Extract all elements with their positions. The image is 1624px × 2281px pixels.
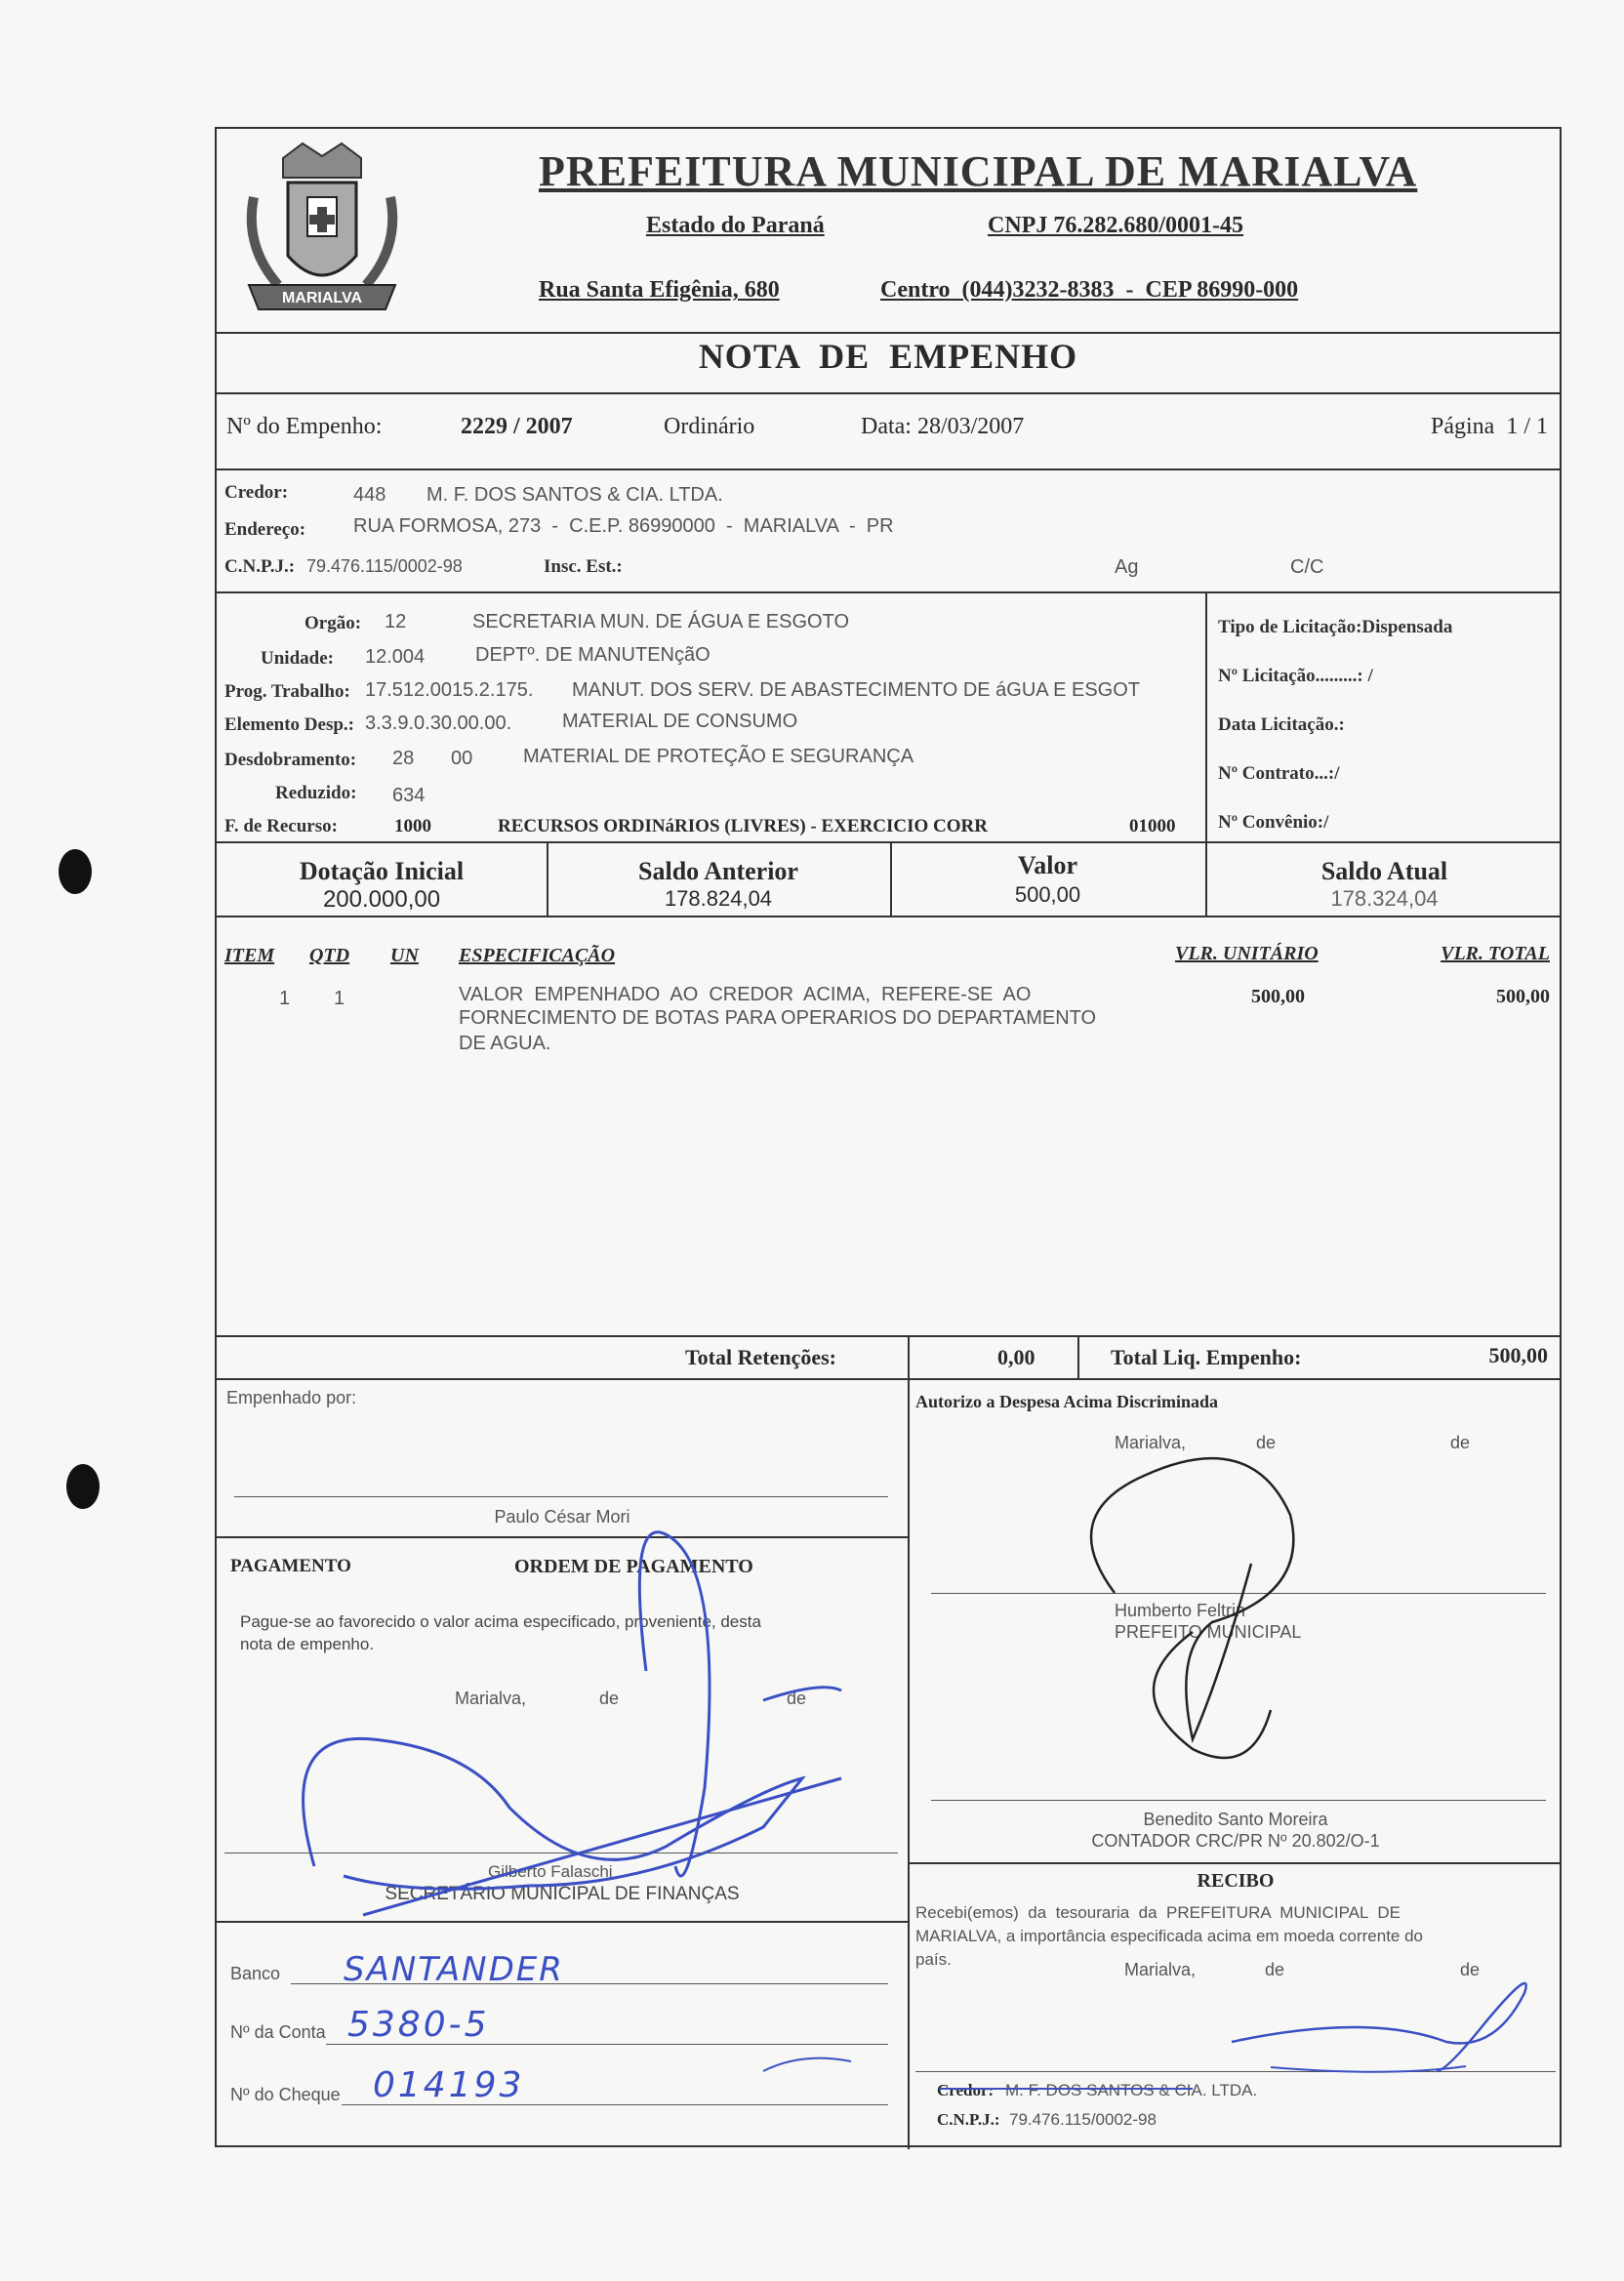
elemento-label: Elemento Desp.: <box>224 714 354 735</box>
punch-hole-bottom <box>66 1464 100 1509</box>
col-item: ITEM <box>224 945 275 966</box>
auth-marialva: Marialva, <box>1115 1433 1187 1452</box>
tipo-licitacao: Tipo de Licitação:Dispensada <box>1218 617 1453 637</box>
item-total-value: 500,00 <box>1496 986 1550 1007</box>
total-retencoes-value: 0,00 <box>997 1345 1035 1369</box>
item-desc-line1: VALOR EMPENHADO AO CREDOR ACIMA, REFERE-SE AO <box>459 984 1032 1005</box>
recurso-code: 01000 <box>1129 816 1176 836</box>
desdobramento-desc: MATERIAL DE PROTEÇÃO E SEGURANÇA <box>523 746 914 767</box>
empenhado-name: Paulo César Mori <box>494 1507 630 1527</box>
recibo-credor-label: Credor: <box>937 2081 995 2099</box>
pague-text-line1: Pague-se ao favorecido o valor acima especificado, proveniente, desta <box>240 1612 761 1631</box>
recurso-label: F. de Recurso: <box>224 816 338 836</box>
dotacao-label: Dotação Inicial <box>299 857 465 885</box>
header-address: Rua Santa Efigênia, 680 <box>539 277 780 303</box>
seal-text: MARIALVA <box>281 290 363 306</box>
credor-code: 448 <box>353 484 386 506</box>
orgao-desc: SECRETARIA MUN. DE ÁGUA E ESGOTO <box>472 611 850 632</box>
ordem-pagamento-label: ORDEM DE PAGAMENTO <box>514 1556 753 1577</box>
numero-convenio: Nº Convênio:/ <box>1218 812 1329 833</box>
empenho-number: 2229 / 2007 <box>461 414 573 439</box>
unidade-value: 12.004 <box>365 646 426 668</box>
recurso-value: 1000 <box>394 816 431 836</box>
col-valor-total: VLR. TOTAL <box>1441 943 1550 964</box>
recibo-line3: país. <box>915 1950 952 1969</box>
contador-name: Benedito Santo Moreira <box>1143 1810 1328 1829</box>
item-number: 1 <box>279 988 291 1009</box>
prefeito-name: Humberto Feltrin <box>1115 1601 1246 1620</box>
orgao-label: Orgão: <box>304 613 362 633</box>
anterior-label: Saldo Anterior <box>638 857 798 885</box>
atual-value: 178.324,04 <box>1330 886 1439 911</box>
recibo-line2: MARIALVA, a importância especificada acima em moeda corrente do <box>915 1927 1424 1945</box>
cnpj-label: C.N.P.J.: <box>224 556 296 577</box>
empenho-type: Ordinário <box>664 414 755 439</box>
col-valor-unitario: VLR. UNITÁRIO <box>1175 943 1319 964</box>
total-retencoes-label: Total Retenções: <box>685 1345 836 1369</box>
recibo-cnpj-label: C.N.P.J.: <box>937 2110 1000 2129</box>
recibo-marialva: Marialva, <box>1124 1960 1197 1979</box>
item-desc-line3: DE AGUA. <box>459 1033 551 1054</box>
prog-value: 17.512.0015.2.175. <box>365 679 534 701</box>
item-unit-value: 500,00 <box>1251 986 1305 1007</box>
recurso-desc: RECURSOS ORDINáRIOS (LIVRES) - EXERCICIO CORR <box>498 816 988 836</box>
credor-label: Credor: <box>224 482 289 503</box>
municipal-seal <box>234 139 410 334</box>
banco-label: Banco <box>230 1964 281 1983</box>
auth-de2: de <box>1450 1433 1471 1452</box>
credor-address: RUA FORMOSA, 273 - C.E.P. 86990000 - MARIALVA - PR <box>353 515 894 537</box>
cheque-label: Nº do Cheque <box>230 2085 341 2104</box>
document-title: NOTA DE EMPENHO <box>698 337 1078 376</box>
credor-name: M. F. DOS SANTOS & CIA. LTDA. <box>426 484 723 506</box>
empenho-page: Página 1 / 1 <box>1431 414 1548 439</box>
numero-contrato: Nº Contrato...:/ <box>1218 763 1340 784</box>
desdobramento-value2: 00 <box>451 748 473 769</box>
empenho-date: Data: 28/03/2007 <box>861 414 1025 439</box>
insc-label: Insc. Est.: <box>544 556 623 577</box>
recibo-de2: de <box>1460 1960 1481 1979</box>
cc-label: C/C <box>1290 556 1324 578</box>
op-de2: de <box>787 1689 807 1708</box>
autorizo-label: Autorizo a Despesa Acima Discriminada <box>915 1392 1218 1411</box>
header-title: PREFEITURA MUNICIPAL DE MARIALVA <box>539 147 1418 195</box>
prog-desc: MANUT. DOS SERV. DE ABASTECIMENTO DE áGUA E ESGOT <box>572 679 1141 701</box>
recibo-credor-name: M. F. DOS SANTOS & CIA. LTDA. <box>1005 2081 1258 2099</box>
header-state: Estado do Paraná <box>646 213 825 238</box>
atual-label: Saldo Atual <box>1320 857 1448 885</box>
banco-handwritten: SANTANDER <box>344 1950 564 1989</box>
desdobramento-label: Desdobramento: <box>224 750 357 770</box>
elemento-value: 3.3.9.0.30.00.00. <box>365 713 512 734</box>
secretario-role: SECRETÁRIO MUNICIPAL DE FINANÇAS <box>385 1884 740 1904</box>
numero-licitacao: Nº Licitação.........: / <box>1218 666 1373 686</box>
credor-cnpj: 79.476.115/0002-98 <box>306 556 463 576</box>
col-un: UN <box>390 945 419 966</box>
nota-de-empenho-form <box>215 127 1562 2147</box>
pagamento-label: PAGAMENTO <box>230 1556 351 1576</box>
conta-handwritten: 5380-5 <box>347 2005 490 2045</box>
recibo-title: RECIBO <box>1197 1870 1275 1892</box>
prog-label: Prog. Trabalho: <box>224 681 350 702</box>
col-qtd: QTD <box>309 945 350 966</box>
prefeito-role: PREFEITO MUNICIPAL <box>1115 1622 1302 1642</box>
valor-value: 500,00 <box>1014 882 1081 907</box>
header-contact: Centro (044)3232-8383 - CEP 86990-000 <box>880 277 1299 303</box>
orgao-value: 12 <box>385 611 407 632</box>
op-marialva: Marialva, <box>455 1689 527 1708</box>
secretario-name: Gilberto Falaschi <box>488 1862 613 1881</box>
reduzido-value: 634 <box>392 785 426 806</box>
total-liquido-label: Total Liq. Empenho: <box>1111 1345 1302 1369</box>
contador-role: CONTADOR CRC/PR Nº 20.802/O-1 <box>1091 1831 1380 1851</box>
unidade-label: Unidade: <box>261 648 334 669</box>
cheque-handwritten: 014193 <box>373 2065 525 2105</box>
total-liquido-value: 500,00 <box>1488 1343 1548 1367</box>
conta-label: Nº da Conta <box>230 2022 326 2042</box>
elemento-desc: MATERIAL DE CONSUMO <box>562 711 798 732</box>
pague-text-line2: nota de empenho. <box>240 1635 375 1653</box>
recibo-cnpj: 79.476.115/0002-98 <box>1009 2110 1157 2129</box>
dotacao-value: 200.000,00 <box>322 886 441 913</box>
auth-de1: de <box>1256 1433 1277 1452</box>
valor-label: Valor <box>1017 851 1078 879</box>
recibo-line1: Recebi(emos) da tesouraria da PREFEITURA MUNICIPAL DE <box>915 1903 1401 1922</box>
punch-hole-top <box>59 849 92 894</box>
empenho-label: Nº do Empenho: <box>226 414 383 439</box>
ag-label: Ag <box>1115 556 1139 578</box>
recibo-de1: de <box>1265 1960 1285 1979</box>
data-licitacao: Data Licitação.: <box>1218 714 1345 735</box>
unidade-desc: DEPTº. DE MANUTENçãO <box>475 644 710 666</box>
item-qtd: 1 <box>334 988 345 1009</box>
header-cnpj: CNPJ 76.282.680/0001-45 <box>988 213 1243 238</box>
item-desc-line2: FORNECIMENTO DE BOTAS PARA OPERARIOS DO DEPARTAMENTO <box>459 1007 1097 1029</box>
reduzido-label: Reduzido: <box>275 783 357 803</box>
desdobramento-value: 28 <box>392 748 415 769</box>
address-label: Endereço: <box>224 519 306 540</box>
anterior-value: 178.824,04 <box>664 886 773 911</box>
empenhado-label: Empenhado por: <box>226 1388 357 1407</box>
col-especificacao: ESPECIFICAÇÃO <box>459 945 616 966</box>
op-de1: de <box>599 1689 620 1708</box>
